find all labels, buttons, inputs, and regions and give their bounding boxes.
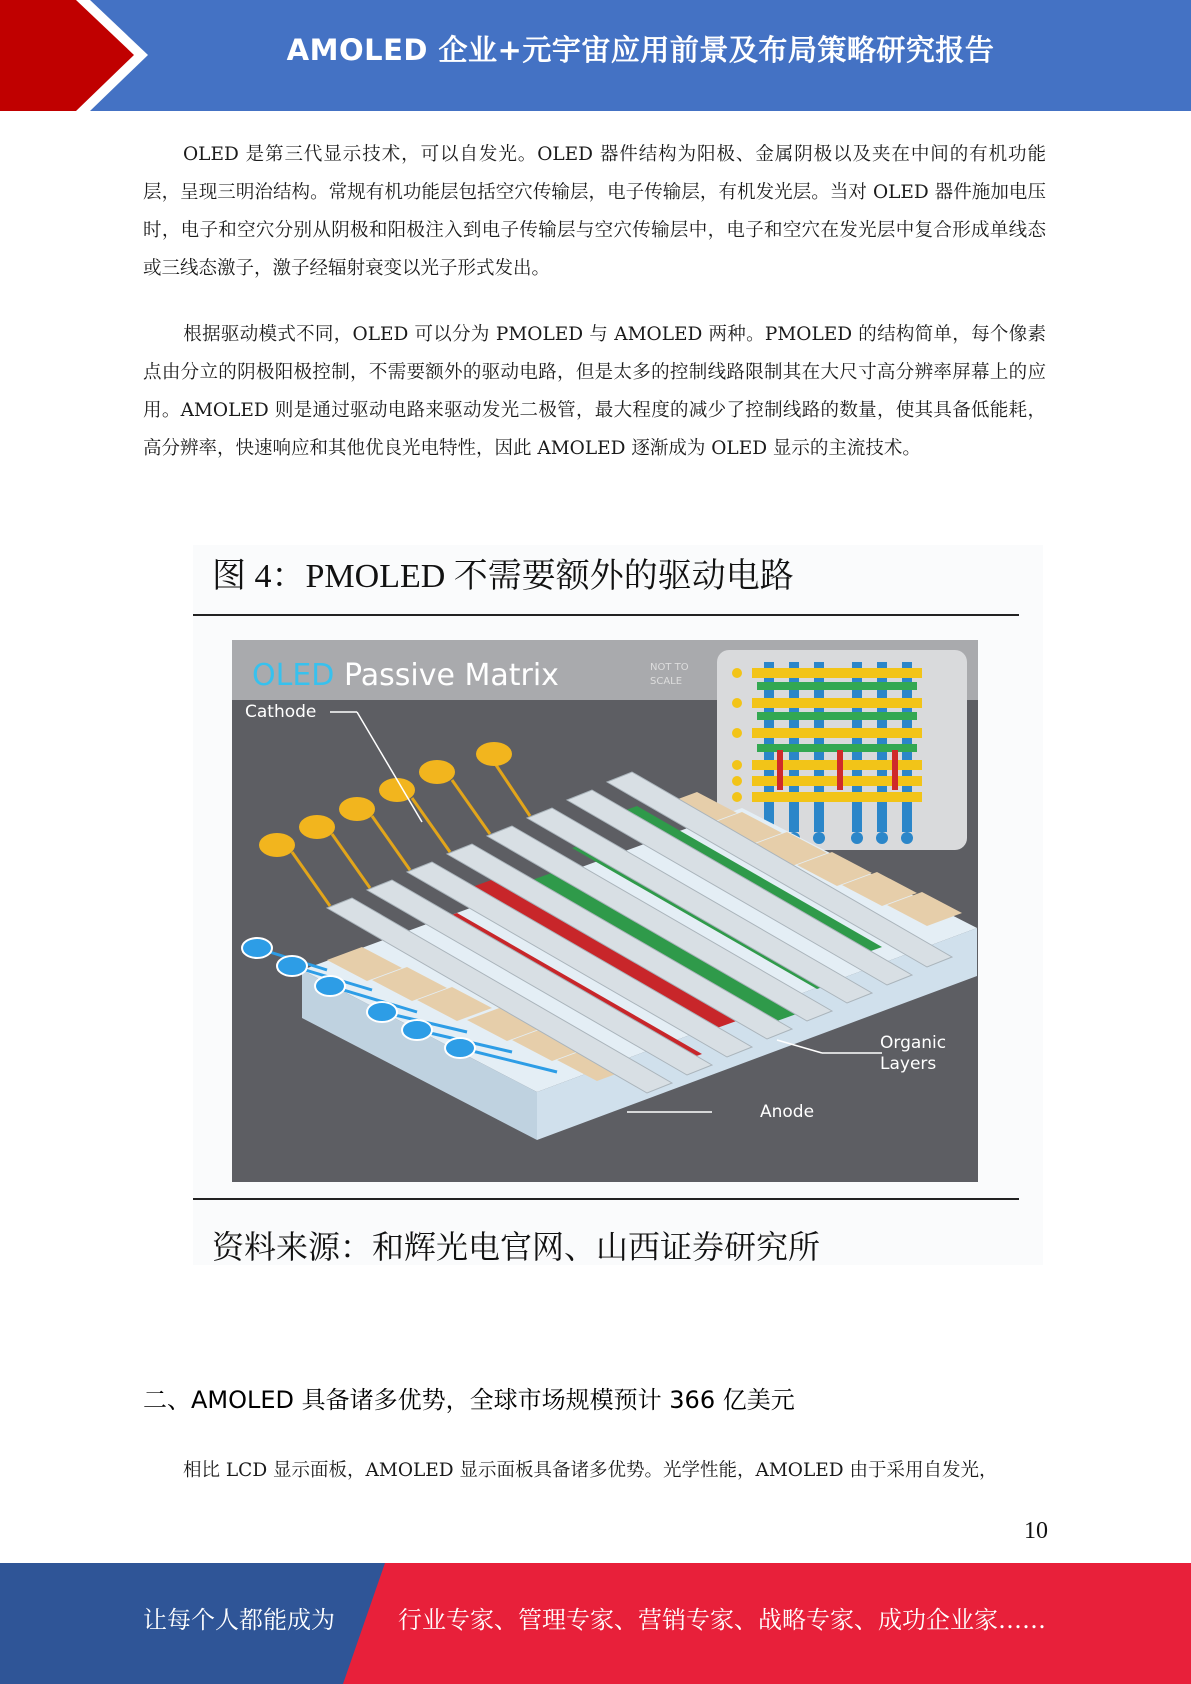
paragraph-oled-intro: OLED 是第三代显示技术，可以自发光。OLED 器件结构为阳极、金属阴极以及夹在中间的有机功能层，呈现三明治结构。常规有机功能层包括空穴传输层，电子传输层，有机发光层。当对 OLED 器件施加电压时，电子和空穴分别从阴极和阳极注入到电子传输层与空穴传输层中，电子和空穴在发光层中复合形成单线态或三线态激子，激子经辐射衰变以光子形式发出。 (143, 144, 1046, 279)
label-organic-2: Layers (880, 1054, 937, 1074)
figure-source: 资料来源：和辉光电官网、山西证券研究所 (212, 1228, 821, 1266)
footer-slogan-left: 让每个人都能成为 (143, 1606, 335, 1634)
report-title: AMOLED 企业+元宇宙应用前景及布局策略研究报告 (286, 33, 995, 67)
paragraph-drive-modes: 根据驱动模式不同，OLED 可以分为 PMOLED 与 AMOLED 两种。PMOLED 的结构简单，每个像素点由分立的阴极阳极控制，不需要额外的驱动电路，但是太多的控制线路限制其在大尺寸高分辨率屏幕上的应用。AMOLED 则是通过驱动电路来驱动发光二极管，最大程度的减少了控制线路的数量，使其具备低能耗，高分辨率，快速响应和其他优良光电特性，因此 AMOLED 逐渐成为 OLED 显示的主流技术。 (143, 324, 1046, 459)
figure-bottom-rule (193, 1198, 1019, 1200)
figure-top-rule (193, 614, 1019, 616)
footer-slogan-right: 行业专家、管理专家、营销专家、战略专家、成功企业家…… (398, 1606, 1046, 1634)
section-paragraph: 相比 LCD 显示面板，AMOLED 显示面板具备诸多优势。光学性能，AMOLED 由于采用自发光， (183, 1460, 998, 1481)
not-to-scale-note-1: NOT TO (650, 662, 689, 673)
diagram-heading-passive: Passive Matrix (344, 658, 559, 693)
page-header (0, 0, 1191, 111)
label-anode: Anode (760, 1102, 815, 1122)
label-organic-1: Organic (880, 1033, 947, 1053)
figure-title: 图 4：PMOLED 不需要额外的驱动电路 (212, 558, 794, 595)
pmoled-diagram (232, 640, 978, 1182)
page-number: 10 (1024, 1518, 1048, 1544)
label-cathode: Cathode (245, 702, 317, 722)
not-to-scale-note-2: SCALE (650, 676, 683, 687)
section-heading: 二、AMOLED 具备诸多优势，全球市场规模预计 366 亿美元 (143, 1386, 795, 1414)
diagram-heading-oled: OLED (252, 658, 335, 693)
